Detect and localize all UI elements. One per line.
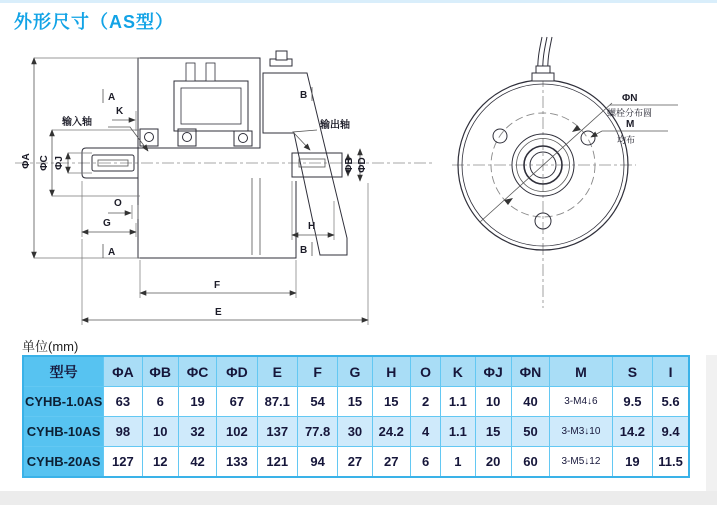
col-header: ΦA <box>104 356 142 387</box>
model-cell: CYHB-1.0AS <box>23 387 104 417</box>
phiN-arrow <box>572 125 581 132</box>
lead-wires <box>532 37 554 81</box>
table-cell: 63 <box>104 387 142 417</box>
table-cell: 67 <box>217 387 257 417</box>
table-cell: 14.2 <box>612 417 652 447</box>
table-cell: 50 <box>511 417 549 447</box>
table-cell: 15 <box>372 387 410 417</box>
bolt-hole <box>581 131 595 145</box>
dim-label-phiA: ΦA <box>21 153 32 169</box>
col-header: K <box>441 356 475 387</box>
table-row <box>23 417 689 447</box>
table-cell: 10 <box>475 387 511 417</box>
dim-label-K: K <box>116 106 124 117</box>
dim-label-O: O <box>114 198 122 209</box>
table-cell: 9.4 <box>653 417 689 447</box>
bolt-circle-label: 螺栓分布圆 <box>607 108 653 118</box>
table-cell: 24.2 <box>372 417 410 447</box>
table-cell: 60 <box>511 447 549 478</box>
dim-label-phiC: ΦC <box>39 155 50 171</box>
dimension-drawing <box>0 33 717 343</box>
housing-inner-lines <box>252 178 260 255</box>
col-header: F <box>297 356 337 387</box>
col-header: ΦD <box>217 356 257 387</box>
terminal-slot <box>186 63 195 81</box>
dim-label-E: E <box>215 307 222 318</box>
table-cell: 15 <box>338 387 372 417</box>
table-cell: 9.5 <box>612 387 652 417</box>
page-footer-strip <box>0 491 717 505</box>
terminal-slot <box>206 63 215 81</box>
table-cell: 3-M5↓12 <box>550 447 613 478</box>
dim-label-G: G <box>103 218 111 229</box>
table-cell: 20 <box>475 447 511 478</box>
col-header: O <box>410 356 440 387</box>
model-cell: CYHB-20AS <box>23 447 104 478</box>
table-cell: 6 <box>410 447 440 478</box>
table-cell: 94 <box>297 447 337 478</box>
col-header: ΦJ <box>475 356 511 387</box>
dim-label-M: M <box>626 119 635 130</box>
col-header: ΦN <box>511 356 549 387</box>
evenly-label: 均布 <box>617 135 636 145</box>
spec-table <box>22 355 690 478</box>
table-cell: 1.1 <box>441 387 475 417</box>
section-mark-B-bottom: B <box>300 245 308 256</box>
table-cell: 27 <box>372 447 410 478</box>
unit-label: 单位(mm) <box>22 339 79 354</box>
table-cell: 15 <box>475 417 511 447</box>
model-cell: CYHB-10AS <box>23 417 104 447</box>
table-cell: 10 <box>142 417 178 447</box>
col-header: S <box>612 356 652 387</box>
table-cell: 5.6 <box>653 387 689 417</box>
table-cell: 137 <box>257 417 297 447</box>
page-margin <box>706 355 717 505</box>
col-header: M <box>550 356 613 387</box>
input-shaft-label: 输入轴 <box>62 117 92 128</box>
dim-label-phiN: ΦN <box>622 93 638 104</box>
table-cell: 40 <box>511 387 549 417</box>
table-cell: 87.1 <box>257 387 297 417</box>
dim-label-phiD: ΦD <box>357 157 368 173</box>
table-cell: 12 <box>142 447 178 478</box>
output-shaft-label: 输出轴 <box>320 120 350 131</box>
table-cell: 77.8 <box>297 417 337 447</box>
table-cell: 32 <box>178 417 216 447</box>
section-mark-A-bottom: A <box>108 247 116 258</box>
dim-label-phiB: ΦB <box>344 157 355 173</box>
dim-label-H: H <box>308 221 316 232</box>
front-view <box>452 37 678 308</box>
table-cell: 30 <box>338 417 372 447</box>
bearing-symbols <box>140 129 252 146</box>
table-cell: 102 <box>217 417 257 447</box>
coil-window <box>174 81 248 131</box>
table-cell: 127 <box>104 447 142 478</box>
housing-outline-bottom <box>138 148 296 258</box>
table-row <box>23 447 689 478</box>
section-mark-B-top: B <box>300 90 308 101</box>
col-header: E <box>257 356 297 387</box>
table-cell: 3-M3↓10 <box>550 417 613 447</box>
dim-label-F: F <box>214 280 221 291</box>
table-cell: 2 <box>410 387 440 417</box>
col-header: I <box>653 356 689 387</box>
col-header: G <box>338 356 372 387</box>
col-header: ΦC <box>178 356 216 387</box>
table-row <box>23 387 689 417</box>
dim-label-phiJ: ΦJ <box>54 156 65 170</box>
table-cell: 3-M4↓6 <box>550 387 613 417</box>
table-cell: 133 <box>217 447 257 478</box>
table-cell: 121 <box>257 447 297 478</box>
table-header-row <box>23 356 689 387</box>
table-cell: 27 <box>338 447 372 478</box>
table-cell: 1 <box>441 447 475 478</box>
table-cell: 11.5 <box>653 447 689 478</box>
col-header: H <box>372 356 410 387</box>
section-mark-A-top: A <box>108 92 116 103</box>
page-title: 外形尺寸（AS型） <box>14 12 175 32</box>
table-cell: 4 <box>410 417 440 447</box>
table-cell: 6 <box>142 387 178 417</box>
table-cell: 54 <box>297 387 337 417</box>
table-cell: 19 <box>178 387 216 417</box>
table-cell: 98 <box>104 417 142 447</box>
table-cell: 1.1 <box>441 417 475 447</box>
bolt-head-icon <box>276 51 287 60</box>
col-header: ΦB <box>142 356 178 387</box>
section-view <box>15 51 435 325</box>
table-cell: 42 <box>178 447 216 478</box>
col-header: 型号 <box>23 356 104 387</box>
table-cell: 19 <box>612 447 652 478</box>
